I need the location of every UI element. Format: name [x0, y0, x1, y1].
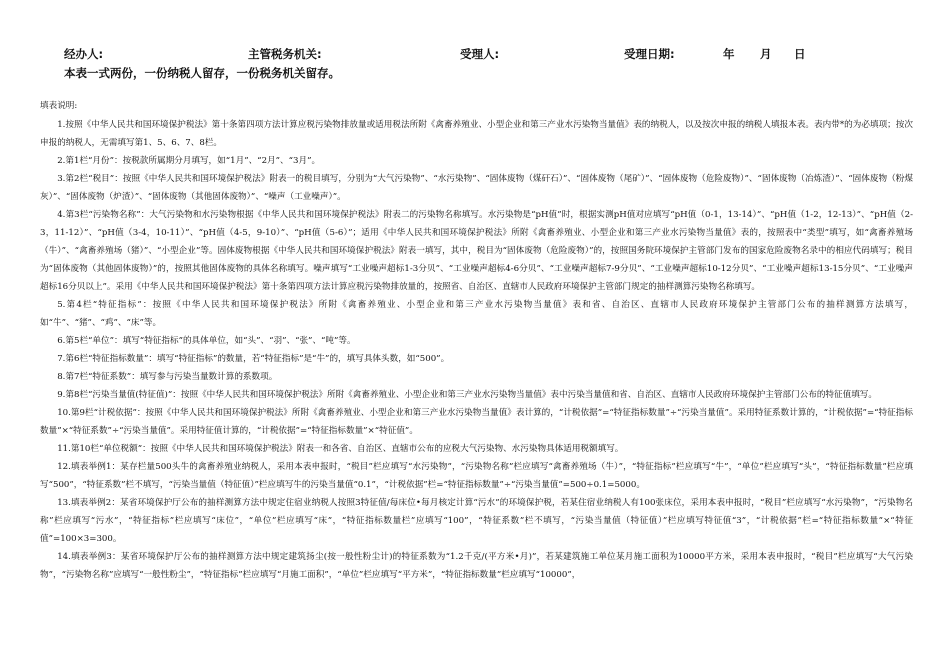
instruction-item: 9.第8栏“污染当量值(特征值)”：按照《中华人民共和国环境保护税法》所附《禽畜养殖业、小型企业和第三产业水污染物当量值》表中污染当量值和省、自治区、直辖市人民政府环境保护主管部门公布的特征值填写。: [57, 390, 877, 400]
instructions: [40, 97, 913, 584]
instruction-item: 11.第10栏“单位税额”：按照《中华人民共和国环境保护税法》附表一和各省、自治区、直辖市公布的应税大气污染物、水污染物具体适用税额填写。: [57, 444, 624, 454]
day-label: 日: [794, 47, 806, 61]
instructions-title: 填表说明:: [40, 101, 78, 111]
instruction-item: 1.按照《中华人民共和国环境保护税法》第十条第四项方法计算应税污染物排放量或适用税法所附《禽畜养殖业、小型企业和第三产业水污染物当量值》表的纳税人，以及按次申报的纳税人填报本表。表内带*的为必填项；按次申报的纳税人，无需填写第1、5、6、7、8栏。: [40, 120, 913, 148]
instruction-item: 8.第7栏“特征系数”：填写参与污染当量数计算的系数项。: [57, 372, 278, 382]
handler-label: 经办人:: [64, 47, 104, 61]
instruction-item: 12.填表举例1：某存栏量500头牛的禽畜养殖业纳税人，采用本表申报时，“税目”栏应填写“水污染物”，“污染物名称”栏应填写“禽畜养殖场（牛）”，“特征指标”栏应填写“牛”，“单位”栏应填写“头”，“特征指标数量”栏应填写“500”，“特征系数”栏不填写，“污染当量值（特征值）”栏应填写牛的污染当量值“0.1”，“计税依据”栏=“特征指标数量”÷“污染当量值”=500÷0.1=5000。: [40, 462, 913, 490]
instruction-item: 4.第3栏“污染物名称”：大气污染物和水污染物根据《中华人民共和国环境保护税法》附表二的污染物名称填写。水污染物是“pH值”时，根据实测pH值对应填写“pH值（0-1，13-14）”、“pH值（1-2，12-13）”、“pH值（2-3，11-12）”、“pH值（3-4，10-11）”、“pH值（4-5，9-10）”、“pH值（5-6）”；适用《中华人民共和国环境保护税法》所附《禽畜养殖业、小型企业和第三产业水污染物当量值》表的，按照表中“类型”填写，如“禽畜养殖场（牛）”、“禽畜养殖场（猪）”、“小型企业”等。固体废物根据《中华人民共和国环境保护税法》附表一填写，其中，税目为“固体废物（危险废物）”的，按照国务院环境保护主管部门发布的国家危险废物名录中的相应代码填写；税目为“固体废物（其他固体废物）”的，按照其他固体废物的具体名称填写。噪声填写“工业噪声超标1-3分贝”、“工业噪声超标4-6分贝”、“工业噪声超标7-9分贝”、“工业噪声超标10-12分贝”、“工业噪声超标13-15分贝”、“工业噪声超标16分贝以上”。采用《中华人民共和国环境保护税法》第十条第四项方法计算应税污染物排放量的，按照省、自治区、直辖市人民政府环境保护主管部门规定的抽样测算污染物名称填写。: [40, 210, 913, 292]
instruction-item: 5.第4栏“特征指标”：按照《中华人民共和国环境保护税法》所附《禽畜养殖业、小型企业和第三产业水污染物当量值》表和省、自治区、直辖市人民政府环境保护主管部门公布的抽样测算方法填写，如“牛”、“猪”、“鸡”、“床”等。: [40, 300, 913, 328]
instruction-item: 3.第2栏“税目”：按照《中华人民共和国环境保护税法》附表一的税目填写，分别为“大气污染物”、“水污染物”、“固体废物（煤矸石）”、“固体废物（尾矿）”、“固体废物（危险废物）”、“固体废物（冶炼渣）”、“固体废物（粉煤灰）”、“固体废物（炉渣）”、“固体废物（其他固体废物）”、“噪声（工业噪声）”。: [40, 174, 913, 202]
instruction-item: 10.第9栏“计税依据”：按照《中华人民共和国环境保护税法》所附《禽畜养殖业、小型企业和第三产业水污染物当量值》表计算的，“计税依据”=“特征指标数量”÷“污染当量值”。采用特征系数计算的，“计税依据”=“特征指标数量”×“特征系数”÷“污染当量值”。采用特征值计算的，“计税依据”=“特征指标数量”×“特征值”。: [40, 408, 913, 436]
tax-authority-label: 主管税务机关:: [248, 47, 322, 61]
instruction-item: 14.填表举例3：某省环境保护厅公布的抽样测算方法中规定建筑扬尘(按一般性粉尘计)的特征系数为“1.2千克/(平方米•月)”，若某建筑施工单位某月施工面积为10000平方米，采用本表申报时，“税目”栏应填写“大气污染物”，“污染物名称”应填写“一般性粉尘”，“特征指标”栏应填写“月施工面积”，“单位”栏应填写“平方米”，“特征指标数量”栏应填写“10000”，: [40, 552, 913, 580]
instruction-item: 13.填表举例2：某省环境保护厅公布的抽样测算方法中规定住宿业纳税人按照3特征值/每床位•每月核定计算“污水”的环境保护税，若某住宿业纳税人有100张床位，采用本表申报时，“税目”栏应填写“水污染物”，“污染物名称”栏应填写“污水”，“特征指标”栏应填写“床位”，“单位”栏应填写“床”，“特征指标数量栏”应填写“100”，“特征系数”栏不填写，“污染当量值（特征值）”栏应填写特征值“3”，“计税依据”栏=“特征指标数量”×“特征值”=100×3=300。: [40, 498, 913, 544]
year-label: 年: [723, 47, 735, 61]
month-label: 月: [760, 47, 772, 61]
accept-date-label: 受理日期:: [624, 47, 675, 61]
instruction-item: 2.第1栏“月份”：按税款所属期分月填写，如“1月”、“2月”、“3月”。: [57, 156, 321, 166]
acceptor-label: 受理人:: [460, 47, 500, 61]
instruction-item: 7.第6栏“特征指标数量”：填写“特征指标”的数量，若“特征指标”是“牛”的，填写具体头数，如“500”。: [57, 354, 450, 364]
instruction-item: 6.第5栏“单位”：填写“特征指标”的具体单位，如“头”、“羽”、“张”、“吨”等。: [57, 336, 356, 346]
copies-note: 本表一式两份，一份纳税人留存，一份税务机关留存。: [64, 66, 340, 80]
